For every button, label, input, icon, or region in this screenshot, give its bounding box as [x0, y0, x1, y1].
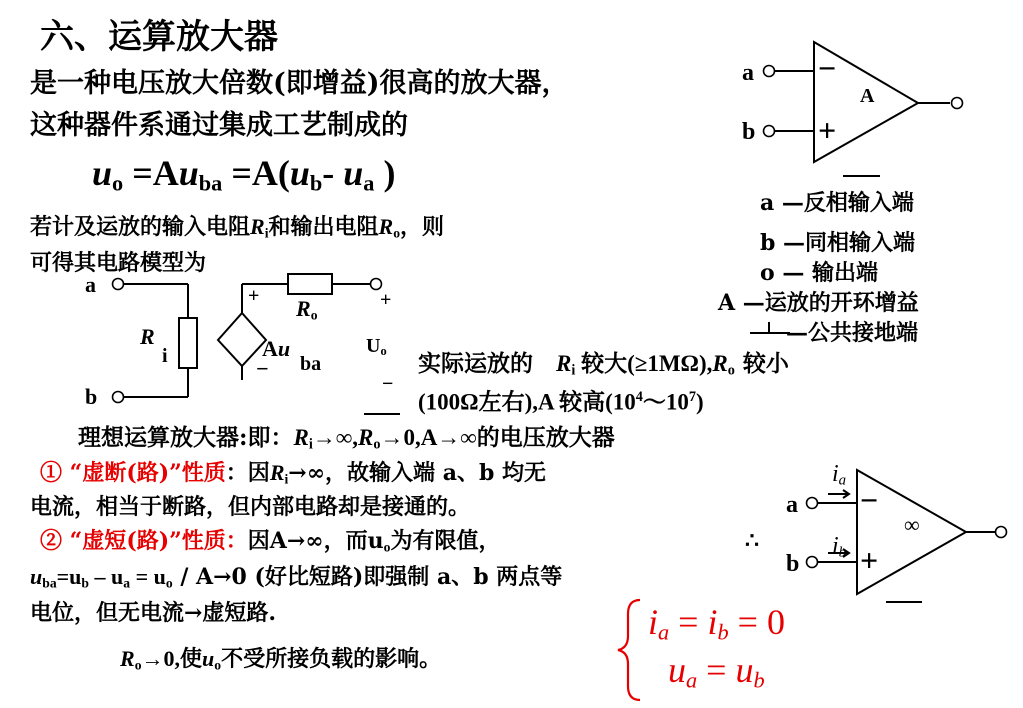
circuit-label-Ri: R — [140, 324, 155, 349]
main-formula: $u_o =Au_{ba} =A(u_b-$ $u_a$ ) — [92, 153, 396, 196]
prop1-line-1: ① “虚断(路)”性质：因$R_i\to\infty$，故输入端 a、b 均无 — [40, 460, 547, 487]
prop2-line-2: $u_{ba}=u_b - u_a = u_o / A\to 0$ (好比短路)即强制 a、b 两点等 — [30, 564, 563, 591]
model-line-2: 可得其电路模型为 — [30, 250, 207, 276]
legend-a: a —反相输入端 — [760, 190, 914, 216]
therefore-symbol: ∴ — [745, 528, 759, 554]
final-line: $R_o\to 0$,使$u_o$不受所接负载的影响。 — [120, 646, 442, 673]
current-ib: $i_b$ — [832, 533, 847, 561]
opamp-top-minus: − — [818, 50, 837, 86]
legend-o: o — 输出端 — [760, 260, 878, 286]
practical-line-1: 实际运放的 $R_i$ 较大$(\ge 1M\Omega),R_o$ 较小 — [418, 350, 789, 379]
circuit-out-plus: + — [380, 289, 392, 311]
equation-voltages: $u_a = u_b$ — [668, 650, 765, 693]
opamp-bottom-infinity: ∞ — [904, 512, 920, 537]
legend-b: b —同相输入端 — [760, 230, 916, 256]
circuit-out-minus: − — [382, 373, 394, 395]
legend-A: A —运放的开环增益 — [718, 290, 919, 316]
opamp-top-label-a: a — [742, 60, 754, 86]
opamp-top-label-b: b — [742, 119, 756, 145]
intro-line-2: 这种器件系通过集成工艺制成的 — [30, 110, 408, 141]
page-title: 六、运算放大器 — [40, 17, 278, 57]
equation-brace — [618, 600, 640, 700]
opamp-bottom-label-a: a — [786, 492, 798, 518]
circuit-source-plus: + — [248, 285, 260, 307]
opamp-top-symbol — [764, 42, 963, 176]
prop2-line-1: ② “虚短(路)”性质：因A→∞，而$u_o$为有限值， — [40, 528, 501, 555]
circuit-label-Ro: $R_o$ — [296, 296, 318, 323]
circuit-label-a: a — [85, 272, 96, 297]
legend-ground: —公共接地端 — [786, 320, 919, 346]
ideal-definition: 理想运算放大器:即：$R_i\to\infty,R_o\to 0,A\to\infty$的电压放大器 — [78, 424, 615, 453]
model-line-1: 若计及运放的输入电阻$R_i$和输出电阻$R_o$，则 — [30, 214, 445, 241]
intro-line-1: 是一种电压放大倍数(即增益)很高的放大器， — [30, 68, 569, 99]
circuit-source-minus: − — [256, 356, 269, 381]
ground-icon — [750, 322, 790, 336]
equation-currents: $i_a = i_b = 0$ — [648, 602, 785, 645]
opamp-top-plus: + — [818, 112, 837, 148]
circuit-source-gain: Au — [262, 336, 291, 361]
opamp-bottom-label-b: b — [786, 551, 800, 577]
current-ia: $i_a$ — [832, 461, 847, 489]
prop1-line-2: 电流，相当于断路，但内部电路却是接通的。 — [30, 494, 471, 520]
prop2-line-3: 电位，但无电流→虚短路. — [30, 600, 277, 626]
opamp-top-gain: A — [860, 85, 875, 107]
opamp-bottom-minus: − — [860, 482, 879, 518]
opamp-bottom-plus: + — [860, 542, 879, 578]
circuit-label-Ri-sub: i — [162, 345, 168, 367]
circuit-Uo: $U_o$ — [366, 335, 387, 359]
practical-line-2: (100Ω左右),A 较高$(10^4\sim 10^7)$ — [418, 389, 704, 415]
circuit-source-ba: ba — [300, 353, 322, 375]
circuit-label-b: b — [85, 384, 98, 409]
